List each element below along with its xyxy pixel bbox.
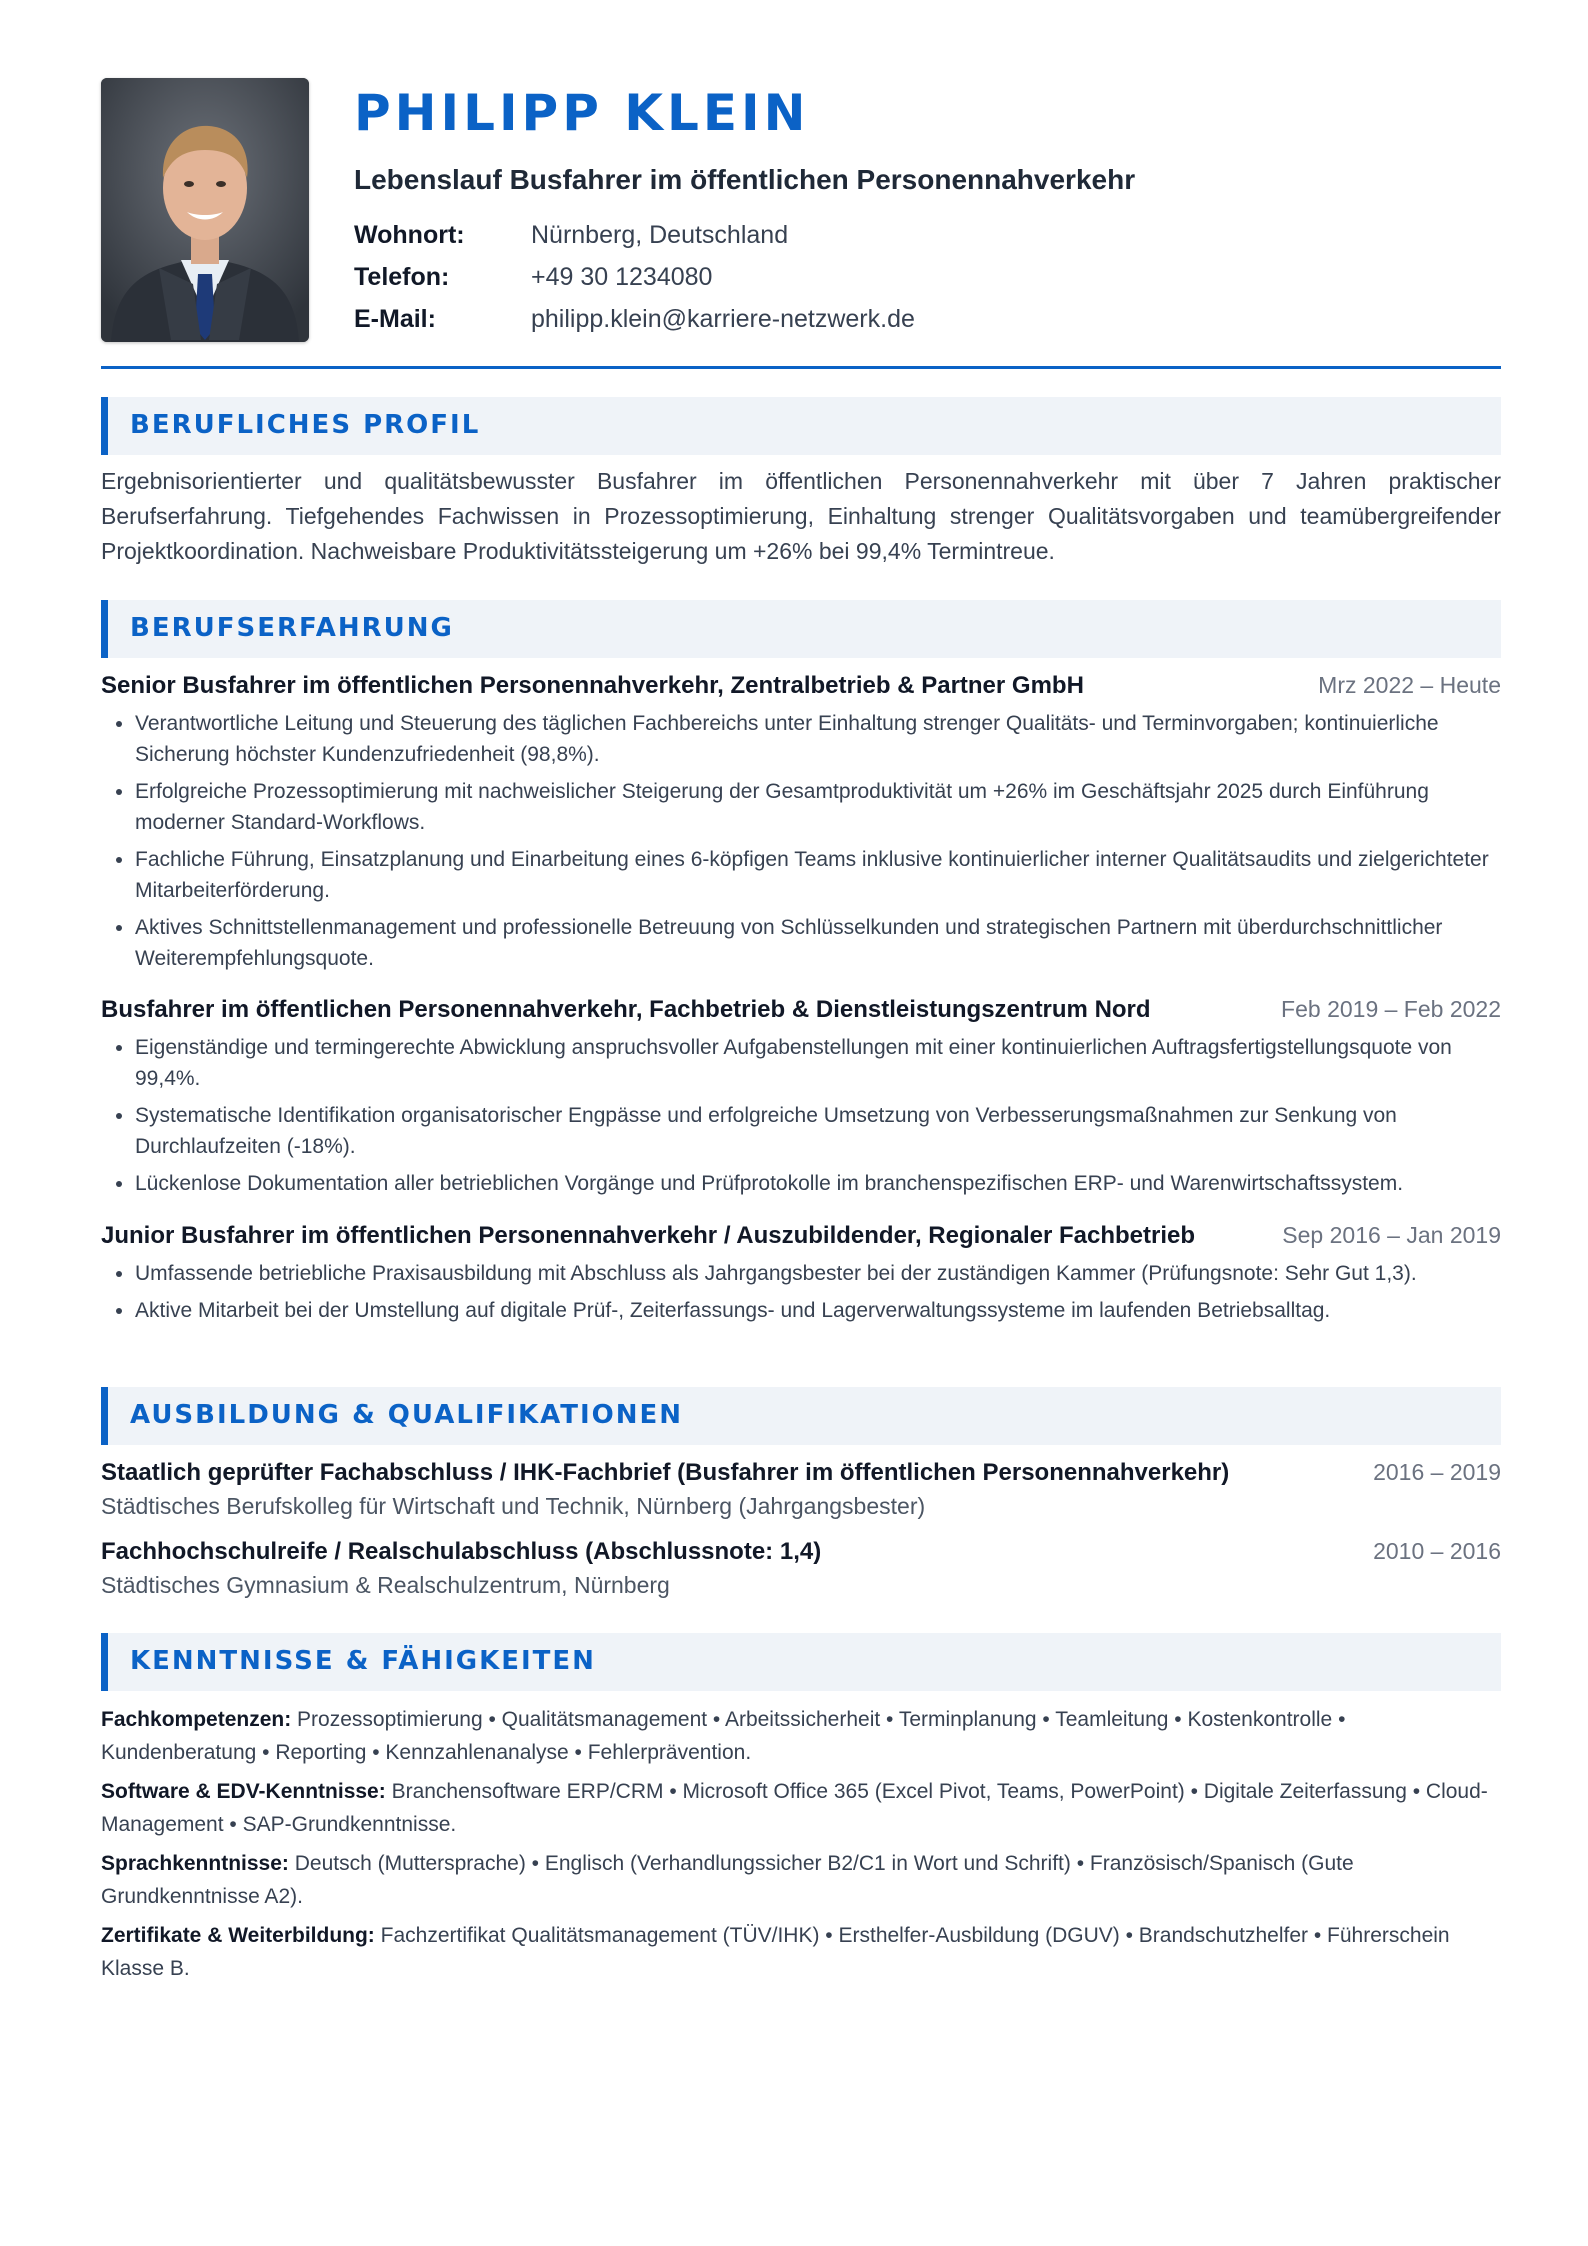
contact-row-phone — [354, 263, 915, 305]
contact-label: Wohnort: — [354, 221, 465, 249]
job-entry — [101, 1222, 1501, 1332]
job-date: Feb 2019 – Feb 2022 — [1281, 996, 1501, 1022]
section-title: BERUFLICHES PROFIL — [130, 410, 481, 440]
job-bullet: • Erfolgreiche Prozessoptimierung mit nachweislicher Steigerung der Gesamtproduktivität um +26% im Geschäftsjahr 2025 durch Einführung moderner Standard-Workflows. — [135, 776, 1501, 838]
job-bullet: • Umfassende betriebliche Praxisausbildung mit Abschluss als Jahrgangsbester bei der zuständigen Kammer (Prüfungsnote: Sehr Gut 1,3). — [135, 1258, 1501, 1289]
job-header — [101, 672, 1501, 706]
contact-phone: +49 30 1234080 — [531, 263, 713, 291]
skill-label: Software & EDV-Kenntnisse: — [101, 1780, 386, 1803]
education-school: Städtisches Gymnasium & Realschulzentrum, Nürnberg — [101, 1572, 670, 1598]
job-title: Busfahrer im öffentlichen Personennahverkehr, Fachbetrieb & Dienstleistungszentrum Nord — [101, 996, 1151, 1023]
skill-text: Branchensoftware ERP/CRM • Microsoft Office 365 (Excel Pivot, Teams, PowerPoint) • Digitale Zeiterfassung • Cloud-Management • SAP-Grundkenntnisse. — [101, 1780, 1488, 1836]
profile-photo — [101, 78, 309, 342]
section-heading-skills — [101, 1633, 1501, 1691]
education-date: 2010 – 2016 — [1373, 1538, 1501, 1564]
section-title: KENNTNISSE & FÄHIGKEITEN — [130, 1646, 596, 1676]
education-title: Staatlich geprüfter Fachabschluss / IHK-Fachbrief (Busfahrer im öffentlichen Personennahverkehr) — [101, 1459, 1230, 1486]
education-date: 2016 – 2019 — [1373, 1459, 1501, 1485]
resume-subtitle: Lebenslauf Busfahrer im öffentlichen Personennahverkehr — [354, 164, 1136, 195]
candidate-name: PHILIPP KLEIN — [354, 84, 810, 142]
job-header — [101, 996, 1501, 1030]
contact-info — [354, 221, 915, 347]
job-header — [101, 1222, 1501, 1256]
section-heading-education — [101, 1387, 1501, 1445]
job-bullet: • Eigenständige und termingerechte Abwicklung anspruchsvoller Aufgabenstellungen mit einer kontinuierlichen Auftragsfertigstellungsquote von 99,4%. — [135, 1032, 1501, 1094]
job-title: Senior Busfahrer im öffentlichen Personennahverkehr, Zentralbetrieb & Partner GmbH — [101, 672, 1084, 699]
education-entry — [101, 1538, 1501, 1599]
job-bullets — [101, 708, 1501, 974]
skill-text: Prozessoptimierung • Qualitätsmanagement • Arbeitssicherheit • Terminplanung • Teamleitung • Kostenkontrolle • Kundenberatung • Reporting • Kennzahlenanalyse • Fehlerprävention. — [101, 1708, 1346, 1764]
job-bullet: • Aktive Mitarbeit bei der Umstellung auf digitale Prüf-, Zeiterfassungs- und Lagerverwaltungssysteme im laufenden Betriebsalltag. — [135, 1295, 1501, 1326]
education-header — [101, 1538, 1501, 1572]
section-heading-profile — [101, 397, 1501, 455]
skill-row — [101, 1847, 1501, 1913]
profile-summary: Ergebnisorientierter und qualitätsbewusster Busfahrer im öffentlichen Personennahverkehr mit über 7 Jahren praktischer Berufserfahrung. Tiefgehendes Fachwissen in Prozessoptimierung, Einhaltung strenger Qualitätsvorgaben und teamübergreifender Projektkoordination. Nachweisbare Produktivitätssteigerung um +26% bei 99,4% Termintreue. — [101, 468, 1501, 564]
job-entry — [101, 996, 1501, 1205]
skill-text: Deutsch (Muttersprache) • Englisch (Verhandlungssicher B2/C1 in Wort und Schrift) • Französisch/Spanisch (Gute Grundkenntnisse A2). — [101, 1852, 1354, 1908]
section-heading-experience — [101, 600, 1501, 658]
contact-label: Telefon: — [354, 263, 450, 291]
skill-row — [101, 1703, 1501, 1769]
contact-row-email — [354, 305, 915, 347]
job-bullet: • Aktives Schnittstellenmanagement und professionelle Betreuung von Schlüsselkunden und strategischen Partnern mit überdurchschnittlicher Weiterempfehlungsquote. — [135, 912, 1501, 974]
job-bullet: • Fachliche Führung, Einsatzplanung und Einarbeitung eines 6-köpfigen Teams inklusive kontinuierlicher interner Qualitätsaudits und zielgerichteter Mitarbeiterförderung. — [135, 844, 1501, 906]
contact-row-location — [354, 221, 915, 263]
education-title: Fachhochschulreife / Realschulabschluss (Abschlussnote: 1,4) — [101, 1538, 822, 1565]
education-school: Städtisches Berufskolleg für Wirtschaft und Technik, Nürnberg (Jahrgangsbester) — [101, 1493, 926, 1519]
contact-email: philipp.klein@karriere-netzwerk.de — [531, 305, 915, 333]
section-title: AUSBILDUNG & QUALIFIKATIONEN — [130, 1400, 684, 1430]
contact-label: E-Mail: — [354, 305, 436, 333]
skills-list — [101, 1703, 1501, 1991]
education-header — [101, 1459, 1501, 1493]
section-title: BERUFSERFAHRUNG — [130, 613, 454, 643]
skill-label: Zertifikate & Weiterbildung: — [101, 1924, 375, 1947]
resume-header — [101, 78, 1501, 368]
job-date: Sep 2016 – Jan 2019 — [1282, 1222, 1501, 1248]
job-bullets — [101, 1032, 1501, 1199]
job-bullet: • Verantwortliche Leitung und Steuerung des täglichen Fachbereichs unter Einhaltung strenger Qualitäts- und Terminvorgaben; kontinuierliche Sicherung höchster Kundenzufriedenheit (98,8%). — [135, 708, 1501, 770]
header-divider — [101, 366, 1501, 369]
job-entry — [101, 672, 1501, 980]
job-bullet: • Systematische Identifikation organisatorischer Engpässe und erfolgreiche Umsetzung von Verbesserungsmaßnahmen zur Senkung von Durchlaufzeiten (-18%). — [135, 1100, 1501, 1162]
skill-label: Fachkompetenzen: — [101, 1708, 292, 1731]
education-entry — [101, 1459, 1501, 1520]
skill-label: Sprachkenntnisse: — [101, 1852, 289, 1875]
job-date: Mrz 2022 – Heute — [1318, 672, 1501, 698]
skill-row — [101, 1775, 1501, 1841]
job-bullets — [101, 1258, 1501, 1326]
job-title: Junior Busfahrer im öffentlichen Personennahverkehr / Auszubildender, Regionaler Fachbetrieb — [101, 1222, 1196, 1249]
job-bullet: • Lückenlose Dokumentation aller betrieblichen Vorgänge und Prüfprotokolle im branchenspezifischen ERP- und Warenwirtschaftssystem. — [135, 1168, 1501, 1199]
skill-row — [101, 1919, 1501, 1985]
skill-text: Fachzertifikat Qualitätsmanagement (TÜV/IHK) • Ersthelfer-Ausbildung (DGUV) • Brandschutzhelfer • Führerschein Klasse B. — [101, 1924, 1450, 1980]
contact-location: Nürnberg, Deutschland — [531, 221, 789, 249]
